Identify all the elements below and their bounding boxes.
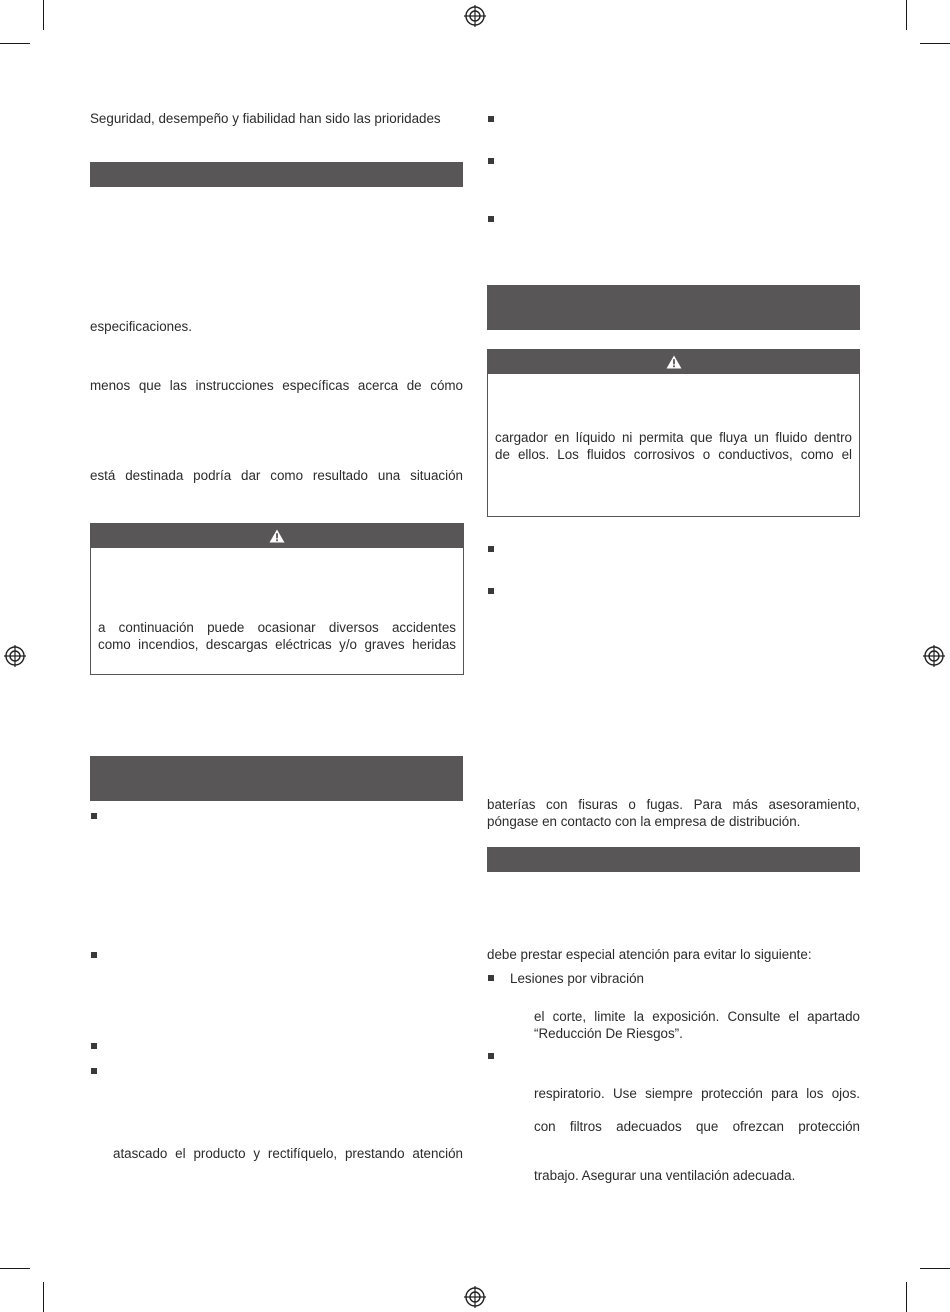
bullet-icon (91, 1043, 97, 1049)
bullet-item-label: Lesiones por vibración (510, 971, 644, 986)
warning-header (488, 350, 859, 374)
section-header-bar (90, 756, 463, 801)
paragraph-line: respiratorio. Use siempre protección para los ojos. (534, 1086, 860, 1101)
warning-triangle-icon (666, 355, 682, 369)
bullet-icon (488, 975, 494, 981)
section-header-bar (487, 285, 860, 330)
paragraph-line: baterías con fisuras o fugas. Para más asesoramiento, (487, 797, 860, 812)
registration-mark-icon (464, 1286, 486, 1308)
warning-text-line: a continuación puede ocasionar diversos accidentes (98, 620, 456, 635)
paragraph-line: póngase en contacto con la empresa de distribución. (487, 814, 801, 829)
bullet-icon (488, 116, 494, 122)
warning-text-line: cargador en líquido ni permita que fluya un fluido dentro (495, 430, 852, 445)
paragraph-line: debe prestar especial atención para evitar lo siguiente: (487, 947, 812, 962)
section-header-bar (487, 847, 860, 872)
paragraph-line: trabajo. Asegurar una ventilación adecuada. (534, 1168, 796, 1183)
paragraph-line: con filtros adecuados que ofrezcan protección (534, 1119, 860, 1134)
warning-text-line: como incendios, descargas eléctricas y/o graves heridas (98, 637, 456, 652)
section-header-bar (90, 162, 463, 187)
paragraph-line: atascado el producto y rectifíquelo, prestando atención (113, 1146, 463, 1161)
crop-mark (920, 1268, 950, 1269)
bullet-icon (91, 952, 97, 958)
crop-mark (0, 43, 30, 44)
crop-mark (906, 0, 907, 30)
warning-text-line: de ellos. Los fluidos corrosivos o conductivos, como el (495, 447, 852, 462)
intro-line: Seguridad, desempeño y fiabilidad han sido las prioridades (90, 111, 441, 126)
crop-mark (0, 1268, 30, 1269)
paragraph-line: menos que las instrucciones específicas acerca de cómo (90, 378, 463, 393)
warning-header (91, 524, 463, 548)
crop-mark (906, 1282, 907, 1312)
paragraph-line: “Reducción De Riesgos”. (534, 1026, 683, 1041)
registration-mark-icon (4, 645, 26, 667)
crop-mark (920, 43, 950, 44)
bullet-icon (488, 588, 494, 594)
registration-mark-icon (464, 5, 486, 27)
warning-box (487, 349, 860, 517)
crop-mark (43, 1282, 44, 1312)
crop-mark (43, 0, 44, 30)
bullet-icon (91, 1068, 97, 1074)
bullet-icon (488, 158, 494, 164)
paragraph-line: el corte, limite la exposición. Consulte el apartado (534, 1009, 860, 1024)
bullet-icon (488, 1053, 494, 1059)
warning-box (90, 523, 464, 675)
warning-triangle-icon (269, 529, 285, 543)
paragraph-line: especificaciones. (90, 319, 192, 334)
paragraph-line: está destinada podría dar como resultado una situación (90, 468, 463, 483)
bullet-icon (488, 216, 494, 222)
bullet-icon (488, 546, 494, 552)
bullet-icon (91, 813, 97, 819)
registration-mark-icon (923, 645, 945, 667)
